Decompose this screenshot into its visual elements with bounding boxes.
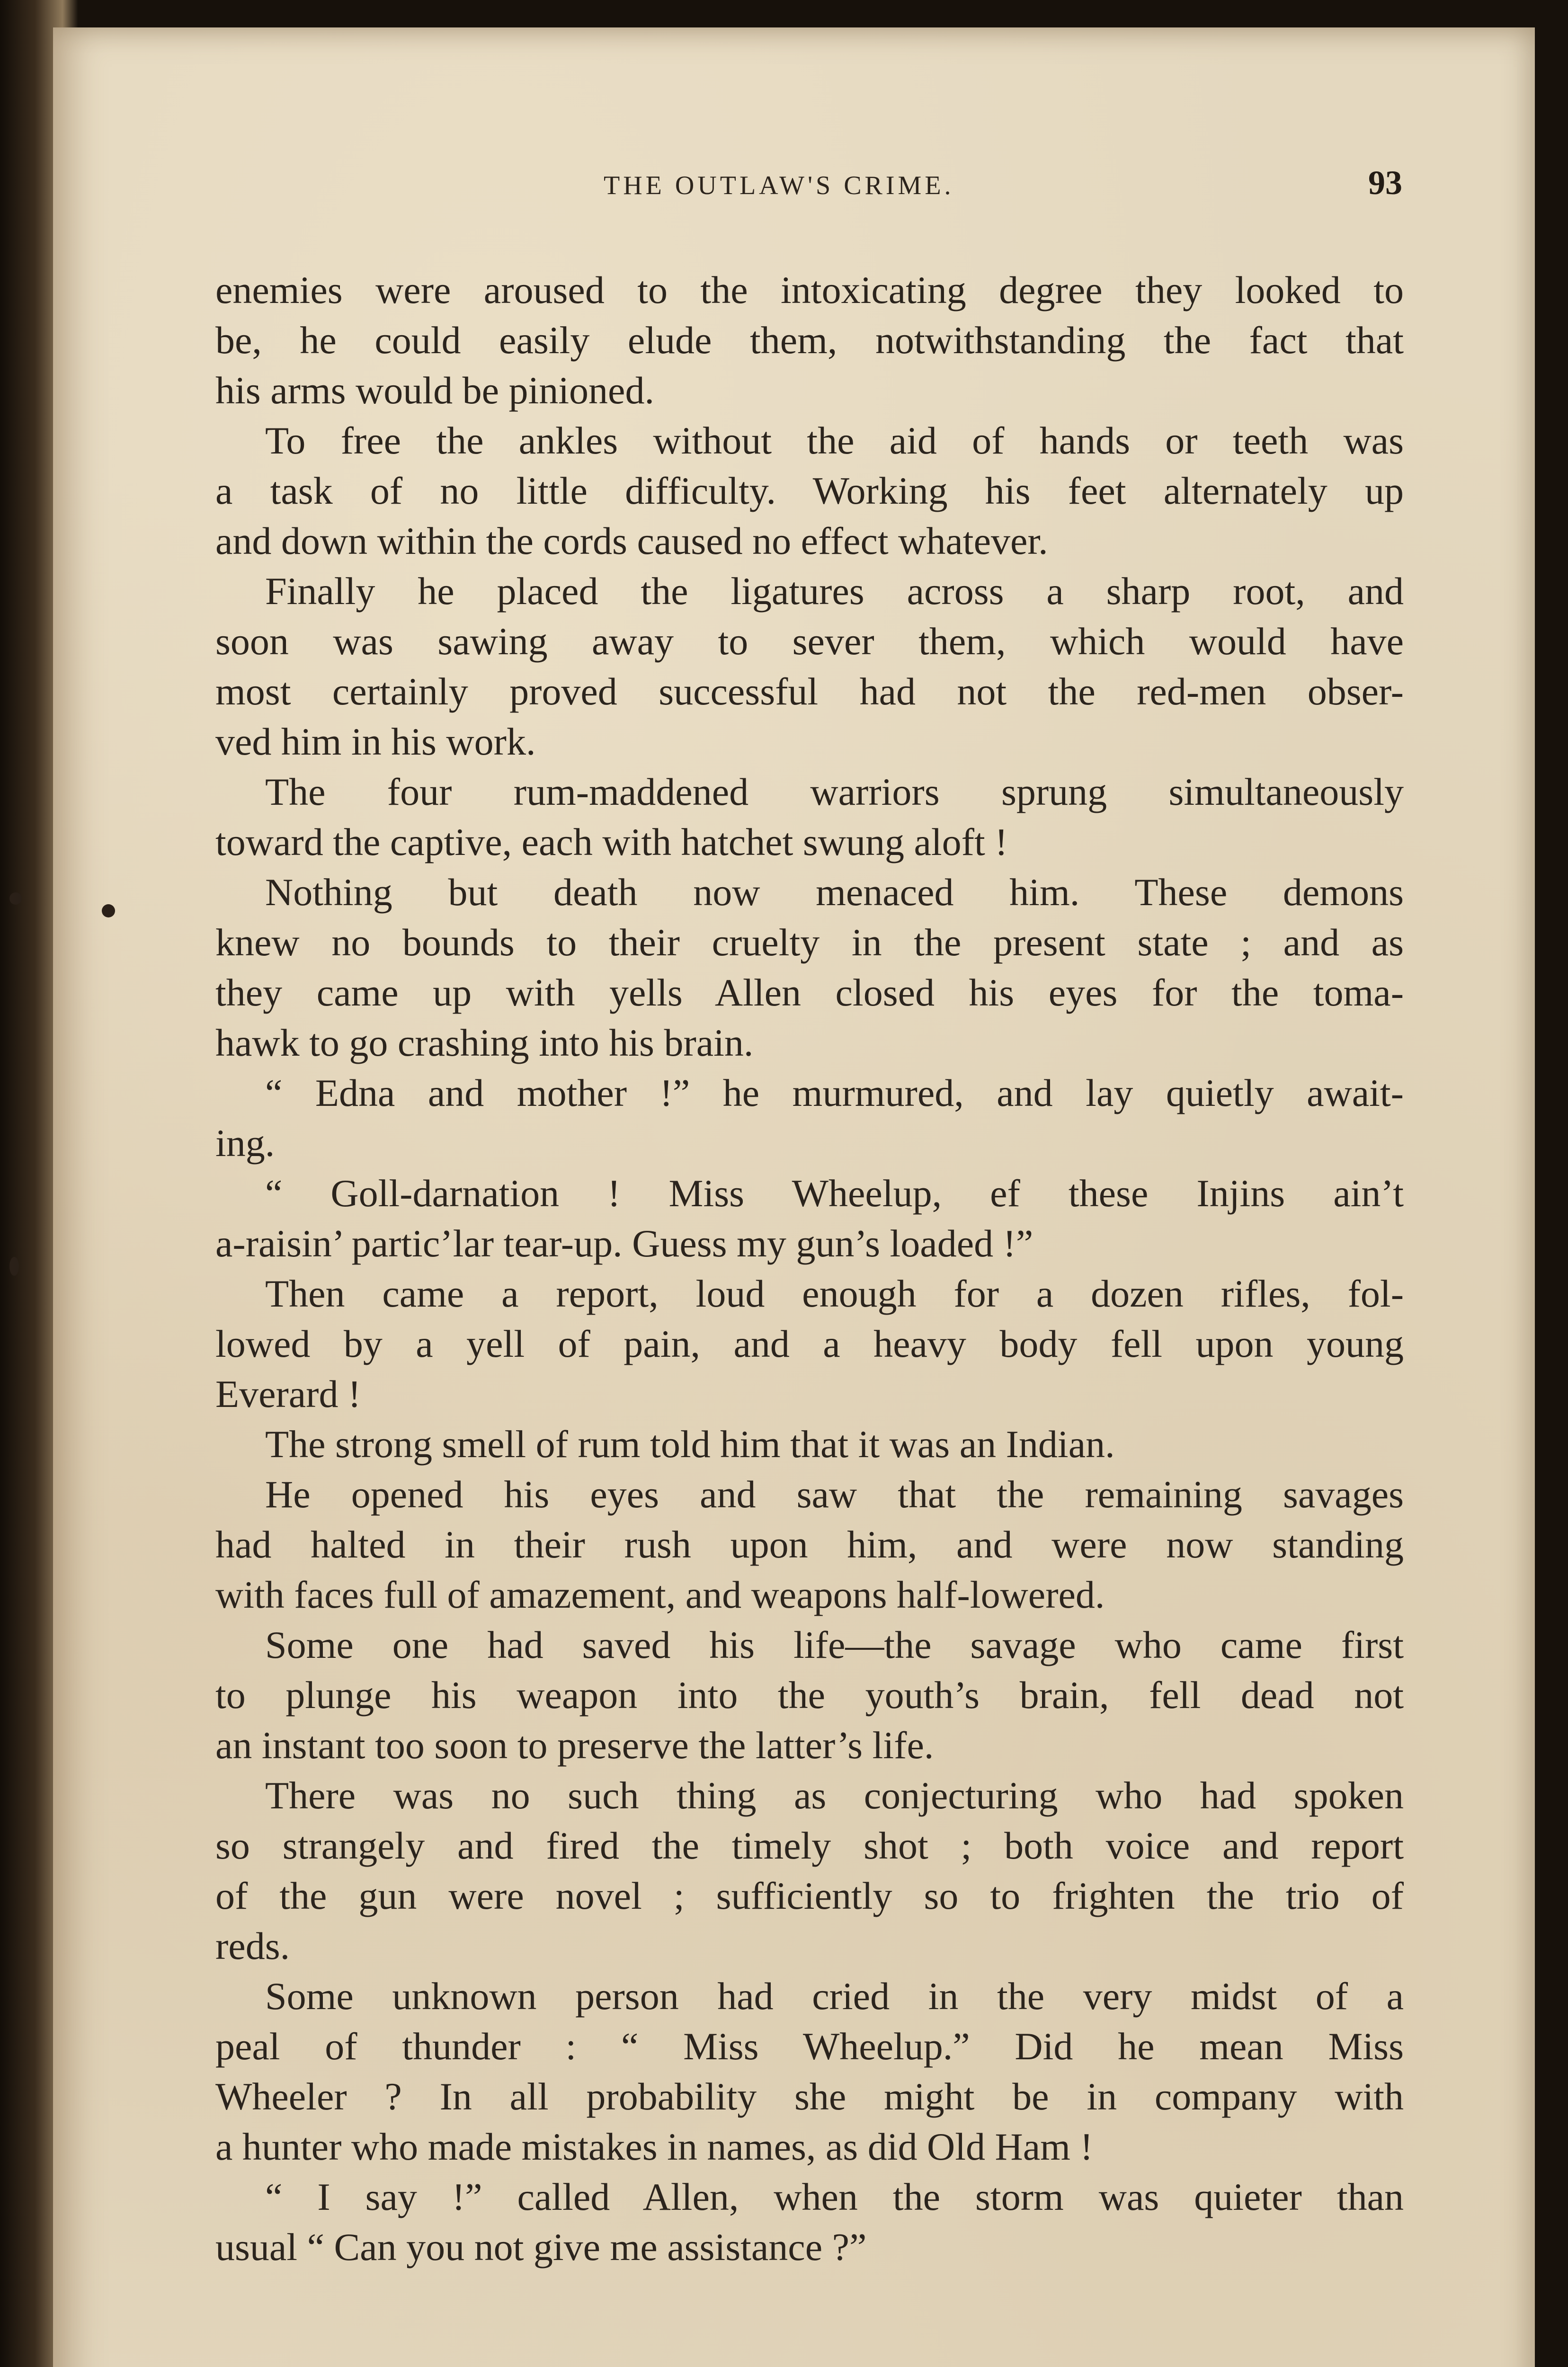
text-line: and down within the cords caused no effect whatever. [215, 519, 1048, 562]
text-line: He opened his eyes and saw that the remaining savages [265, 1473, 1404, 1516]
text-line: most certainly proved successful had not the red-men obser- [215, 670, 1404, 713]
text-line: hawk to go crashing into his brain. [215, 1021, 754, 1064]
text-line: usual “ Can you not give me assistance ?” [215, 2225, 867, 2269]
text-line: Wheeler ? In all probability she might be in company with [215, 2075, 1404, 2118]
text-line: ing. [215, 1121, 275, 1165]
text-line: with faces full of amazement, and weapons half-lowered. [215, 1573, 1105, 1616]
page-speck [9, 892, 22, 905]
page-speck [102, 904, 115, 917]
text-line: a task of no little difficulty. Working his feet alternately up [215, 469, 1404, 512]
text-line: Finally he placed the ligatures across a sharp root, and [265, 570, 1404, 613]
text-line: “ I say !” called Allen, when the storm was quieter than [265, 2175, 1404, 2218]
text-line: had halted in their rush upon him, and were now standing [215, 1523, 1404, 1566]
text-line: a hunter who made mistakes in names, as did Old Ham ! [215, 2125, 1093, 2168]
text-line: The four rum-maddened warriors sprung simultaneously [265, 770, 1404, 813]
text-line: of the gun were novel ; sufficiently so to frighten the trio of [215, 1874, 1404, 1917]
text-line: ved him in his work. [215, 720, 536, 763]
page-speck [9, 1257, 19, 1276]
text-line: toward the captive, each with hatchet swung aloft ! [215, 820, 1008, 863]
text-line: his arms would be pinioned. [215, 369, 654, 412]
text-line: a-raisin’ partic’lar tear-up. Guess my gun’s loaded !” [215, 1222, 1033, 1265]
text-line: lowed by a yell of pain, and a heavy body fell upon young [215, 1322, 1404, 1365]
text-line: Nothing but death now menaced him. These demons [265, 871, 1404, 914]
text-line: Then came a report, loud enough for a dozen rifles, fol- [265, 1272, 1404, 1315]
text-line: reds. [215, 1924, 290, 1967]
body-text [215, 265, 1404, 2272]
text-line: an instant too soon to preserve the latter’s life. [215, 1724, 934, 1767]
text-line: they came up with yells Allen closed his eyes for the toma- [215, 971, 1404, 1014]
text-line: There was no such thing as conjecturing who had spoken [265, 1774, 1404, 1817]
text-line: Everard ! [215, 1372, 361, 1415]
text-line: knew no bounds to their cruelty in the present state ; and as [215, 921, 1404, 964]
text-line: “ Edna and mother !” he murmured, and lay quietly await- [265, 1071, 1404, 1114]
text-line: soon was sawing away to sever them, which would have [215, 620, 1404, 663]
text-line: Some one had saved his life—the savage who came first [265, 1623, 1404, 1666]
text-line: The strong smell of rum told him that it was an Indian. [265, 1423, 1115, 1466]
text-line: Some unknown person had cried in the very midst of a [265, 1975, 1404, 2018]
text-line: so strangely and fired the timely shot ; both voice and report [215, 1824, 1404, 1867]
text-line: “ Goll-darnation ! Miss Wheelup, ef these Injins ain’t [265, 1172, 1404, 1215]
page-number: 93 [1368, 164, 1402, 202]
text-line: be, he could easily elude them, notwithstanding the fact that [215, 319, 1404, 362]
text-line: peal of thunder : “ Miss Wheelup.” Did he mean Miss [215, 2025, 1404, 2068]
text-line: To free the ankles without the aid of hands or teeth was [265, 419, 1404, 462]
text-line: to plunge his weapon into the youth’s brain, fell dead not [215, 1673, 1404, 1717]
text-line: enemies were aroused to the intoxicating degree they looked to [215, 268, 1404, 311]
running-title: THE OUTLAW'S CRIME. [604, 171, 954, 200]
